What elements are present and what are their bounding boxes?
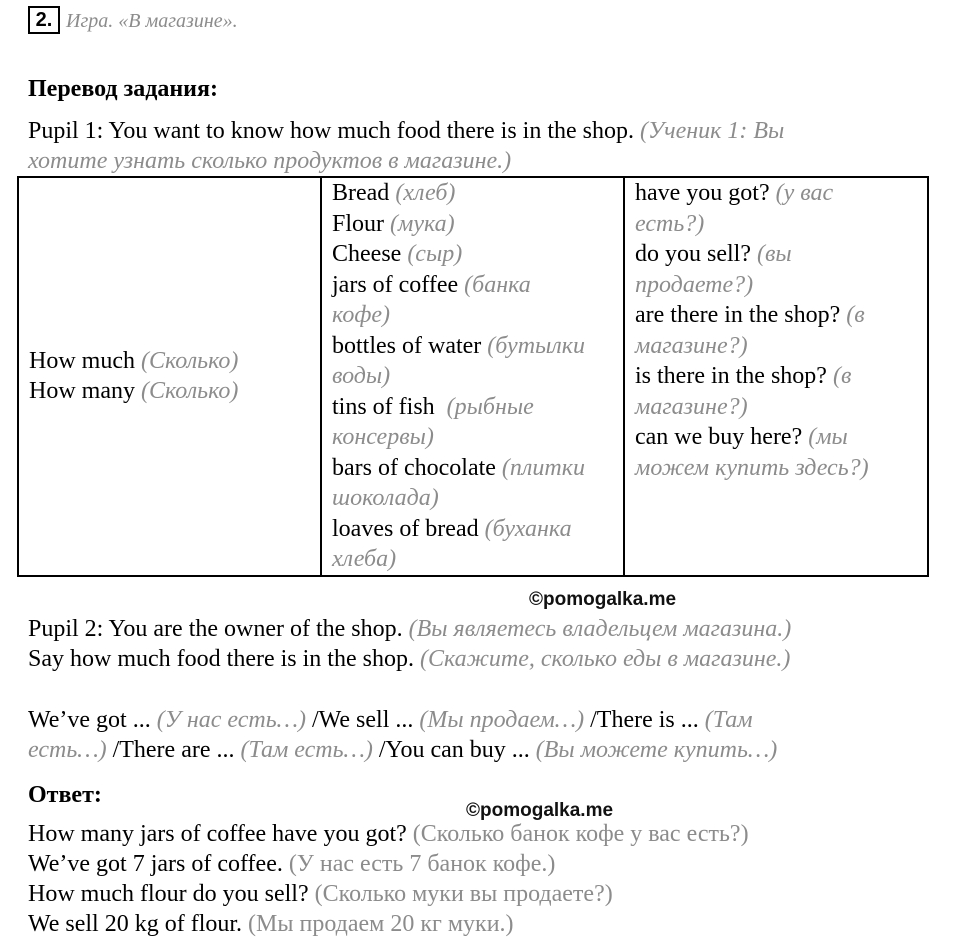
phrase-translation: есть…) (28, 737, 107, 763)
answer-text: We’ve got 7 jars of coffee. (28, 851, 283, 877)
question-ending-label: can we buy here? (635, 424, 803, 450)
food-item (332, 514, 615, 545)
food-item-translation-cont: консервы) (332, 424, 434, 450)
answer-line (28, 909, 514, 939)
question-ending-label: do you sell? (635, 241, 751, 267)
question-ending (635, 239, 919, 270)
food-item-label: tins of fish (332, 393, 435, 420)
pupil2-instruction: Say how much food there is in the shop. (28, 646, 414, 672)
answer-translation: (Сколько муки вы продаете?) (314, 881, 613, 907)
phrase-table (17, 176, 929, 577)
food-item-label: Flour (332, 210, 385, 237)
pupil2-instruction: Pupil 2: You are the owner of the shop. (28, 616, 403, 642)
food-item-translation: (бутылки (487, 332, 585, 359)
answer-line (28, 849, 555, 879)
phrase: /There are ... (112, 737, 235, 763)
phrase: /There is ... (590, 707, 699, 733)
task-title: Игра. «В магазине». (66, 10, 238, 32)
answer-text: We sell 20 kg of flour. (28, 911, 243, 937)
food-item-translation-cont: шоколада) (332, 485, 439, 511)
question-ending-translation: (у вас (775, 180, 834, 206)
food-items-column (321, 177, 624, 576)
food-item-translation-cont: кофе) (332, 302, 390, 328)
question-word-translation: (Сколько) (140, 347, 239, 374)
phrase: /You can buy ... (378, 737, 530, 763)
watermark: ©pomogalka.me (466, 800, 614, 821)
question-ending (635, 361, 919, 392)
answer-line (28, 819, 749, 849)
pupil1-translation-part1: (Ученик 1: Вы (640, 118, 785, 144)
answer-line (28, 879, 613, 909)
food-item-translation: (плитки (501, 454, 585, 481)
pupil2-line2 (28, 644, 790, 674)
question-ending-column (624, 177, 928, 576)
question-ending-label: is there in the shop? (635, 363, 827, 389)
answer-translation: (Мы продаем 20 кг муки.) (248, 911, 514, 937)
pupil1-instruction: Pupil 1: You want to know how much food there is in the shop. (28, 118, 634, 144)
question-word-row (29, 346, 312, 377)
food-item (332, 239, 615, 270)
food-item-translation: (сыр) (407, 241, 463, 267)
question-word: How much (29, 347, 135, 374)
question-ending-translation-cont: продаете?) (635, 271, 754, 298)
answer-translation: (Сколько банок кофе у вас есть?) (412, 821, 749, 847)
food-item-translation: (банка (464, 271, 531, 298)
question-ending (635, 422, 919, 453)
pupil2-translation: (Вы являетесь владельцем магазина.) (408, 616, 792, 642)
phrase-translation: (Там (704, 707, 753, 733)
translation-heading: Перевод задания: (28, 76, 218, 102)
task-number-box: 2. (28, 6, 60, 34)
pupil1-translation-part2: хотите узнать сколько продуктов в магазине.) (28, 148, 512, 174)
phrase-translation: (Вы можете купить…) (535, 737, 778, 763)
question-ending-translation-cont: можем купить здесь?) (635, 454, 869, 481)
food-item-label: bars of chocolate (332, 454, 496, 481)
phrase-translation: (Там есть…) (240, 737, 373, 763)
phrases-line1 (28, 705, 753, 735)
question-ending-translation: (мы (808, 424, 848, 450)
phrase: /We sell ... (311, 707, 414, 733)
watermark: ©pomogalka.me (529, 589, 677, 610)
question-word-row (29, 376, 312, 407)
food-item (332, 178, 615, 209)
pupil2-line1 (28, 614, 791, 644)
food-item-translation: (хлеб) (395, 180, 456, 206)
question-word-column (18, 177, 321, 576)
food-item-translation: (буханка (484, 515, 572, 542)
answer-translation: (У нас есть 7 банок кофе.) (288, 851, 556, 877)
food-item-label: bottles of water (332, 332, 482, 359)
food-item-translation-cont: воды) (332, 363, 391, 389)
phrase-translation: (У нас есть…) (156, 707, 306, 733)
food-item (332, 209, 615, 240)
question-ending-translation: (в (832, 363, 852, 389)
answer-text: How many jars of coffee have you got? (28, 821, 407, 847)
food-item-translation-cont: хлеба) (332, 546, 397, 572)
question-ending (635, 300, 919, 331)
question-ending (635, 178, 919, 209)
food-item (332, 392, 615, 423)
answer-heading: Ответ: (28, 782, 102, 808)
answer-text: How much flour do you sell? (28, 881, 309, 907)
question-word: How many (29, 378, 135, 405)
food-item-label: Bread (332, 180, 390, 206)
question-ending-translation-cont: магазине?) (635, 393, 748, 420)
food-item (332, 453, 615, 484)
food-item (332, 270, 615, 301)
pupil1-line1 (28, 116, 784, 146)
question-ending-translation: (вы (756, 241, 792, 267)
food-item-label: jars of coffee (332, 271, 459, 298)
question-word-translation: (Сколько) (140, 378, 239, 405)
food-item (332, 331, 615, 362)
question-ending-translation: (в (846, 302, 865, 328)
question-ending-translation-cont: магазине?) (635, 332, 748, 359)
food-item-label: loaves of bread (332, 515, 479, 542)
food-item-label: Cheese (332, 241, 402, 267)
question-ending-label: are there in the shop? (635, 302, 841, 328)
question-ending-label: have you got? (635, 180, 770, 206)
question-ending-translation-cont: есть?) (635, 210, 705, 237)
food-item-translation: (мука) (390, 210, 455, 237)
phrase-translation: (Мы продаем…) (419, 707, 585, 733)
phrase: We’ve got ... (28, 707, 151, 733)
pupil2-translation: (Скажите, сколько еды в магазине.) (419, 646, 791, 672)
phrases-line2 (28, 735, 777, 765)
food-item-translation: (рыбные (446, 393, 534, 420)
